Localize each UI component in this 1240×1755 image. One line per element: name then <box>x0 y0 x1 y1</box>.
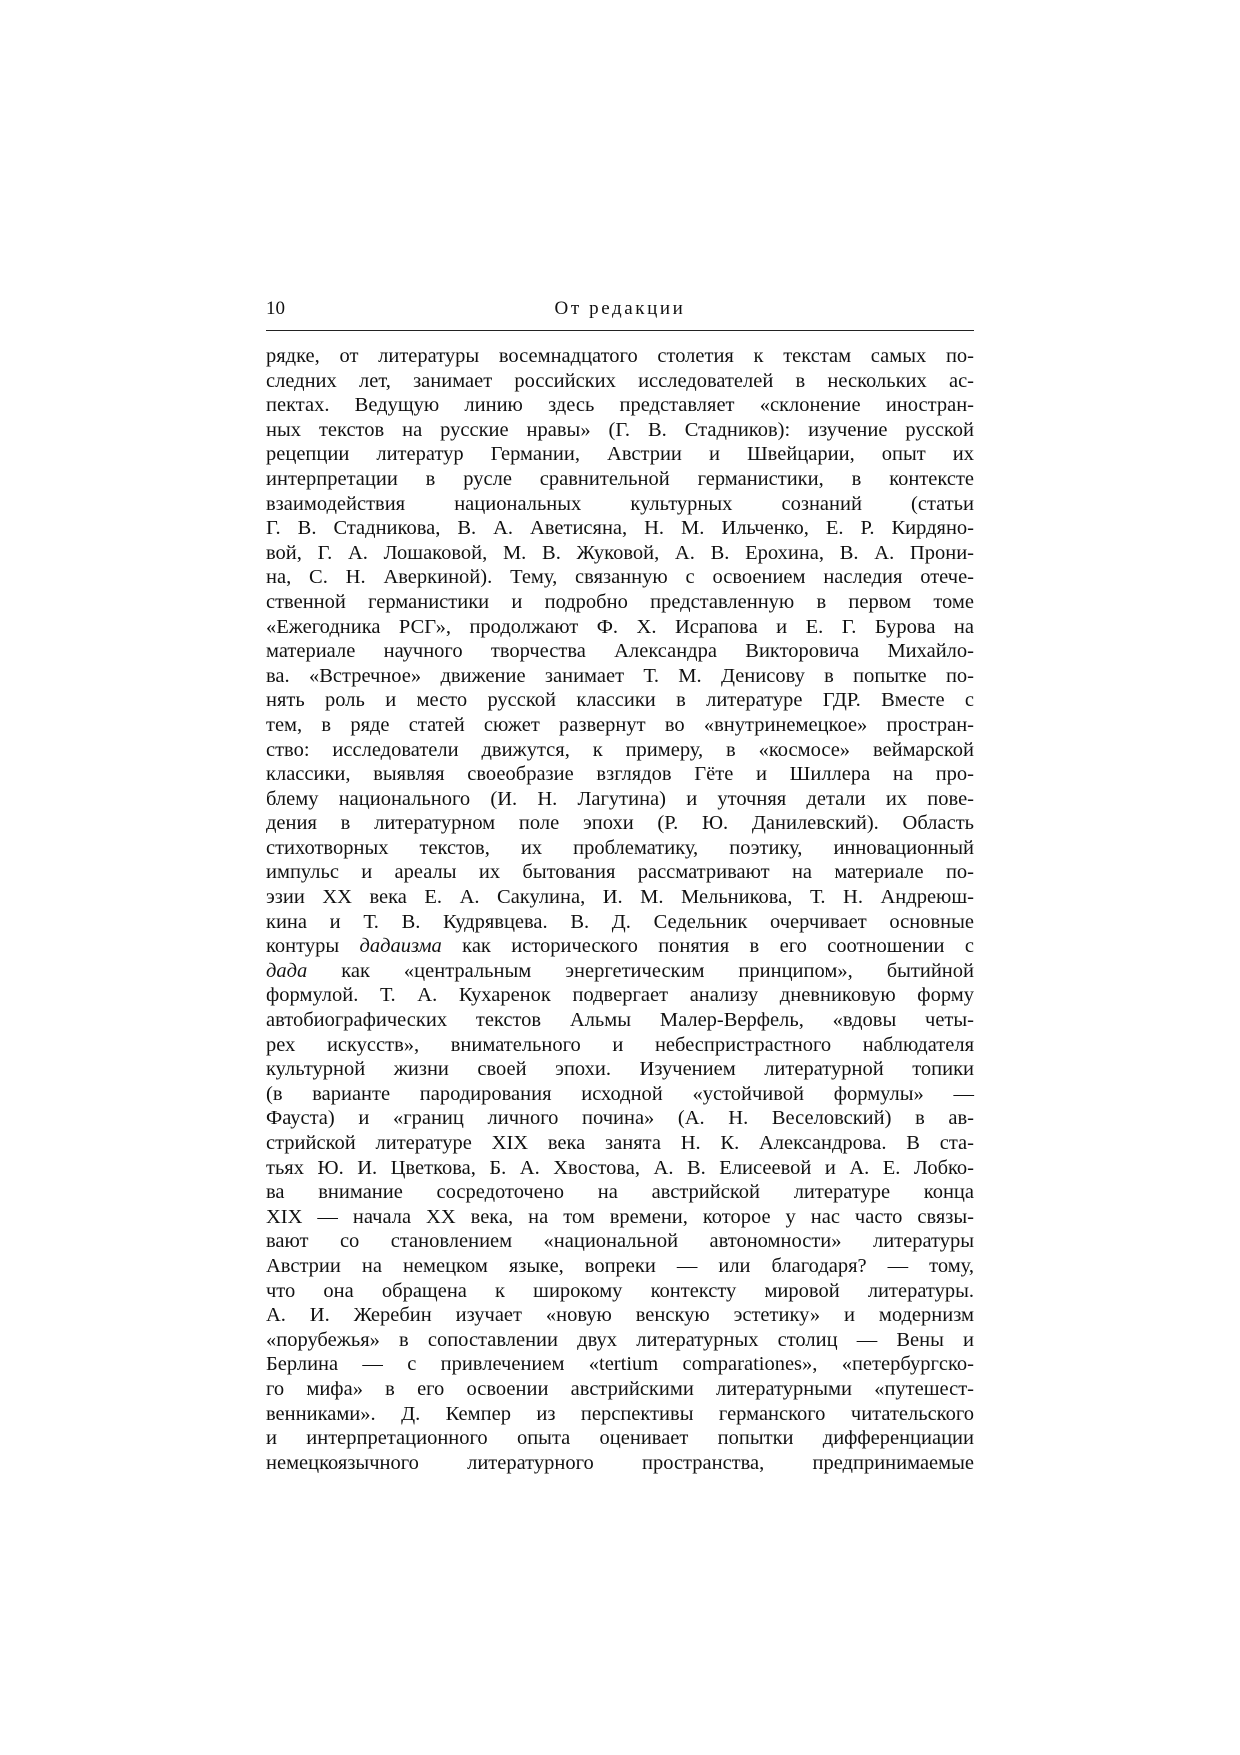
text-line <box>266 344 974 369</box>
text-line <box>266 492 974 517</box>
text-line <box>266 1008 974 1033</box>
text-segment: как «центральным энергетическим принципом», бытийной <box>307 959 974 982</box>
text-segment: рех искусств», внимательного и небеспристрастного наблюдателя <box>266 1033 974 1056</box>
text-segment: блему национального (И. Н. Лагутина) и уточняя детали их пове- <box>266 787 974 810</box>
text-line <box>266 811 974 836</box>
text-line <box>266 910 974 935</box>
text-line <box>266 590 974 615</box>
text-line <box>266 1180 974 1205</box>
text-line <box>266 1451 974 1476</box>
text-segment: ва. «Встречное» движение занимает Т. М. Денисову в попытке по- <box>266 664 974 687</box>
text-line <box>266 1352 974 1377</box>
text-segment: ство: исследователи движутся, к примеру, в «космосе» веймарской <box>266 738 974 761</box>
running-head <box>266 296 974 331</box>
text-line <box>266 787 974 812</box>
text-segment: стрийской литературе XIX века занята Н. К. Александрова. В ста- <box>266 1132 974 1154</box>
text-line <box>266 983 974 1008</box>
text-segment: рядке, от литературы восемнадцатого столетия к текстам самых по- <box>266 345 974 367</box>
text-segment: го мифа» в его освоении австрийскими литературными «путешест- <box>266 1377 974 1400</box>
text-segment: как исторического понятия в его соотношении с <box>441 935 974 958</box>
text-segment: Г. В. Стадникова, В. А. Аветисяна, Н. М. Ильченко, Е. Р. Кирдяно- <box>266 517 974 540</box>
text-line <box>266 1279 974 1304</box>
text-segment: ственной германистики и подробно представленную в первом томе <box>266 590 974 613</box>
text-segment: ва внимание сосредоточено на австрийской литературе конца <box>266 1181 974 1204</box>
text-segment: интерпретации в русле сравнительной германистики, в контексте <box>266 467 974 490</box>
italic-term: дада <box>266 959 308 982</box>
text-segment: Берлина — с привлечением «tertium comparationes», «петербургско- <box>266 1353 974 1376</box>
text-segment: Австрии на немецком языке, вопреки — или благодаря? — тому, <box>266 1254 974 1277</box>
text-line <box>266 860 974 885</box>
text-line <box>266 369 974 394</box>
text-line <box>266 1328 974 1353</box>
text-segment: взаимодействия национальных культурных сознаний (статьи <box>266 492 974 515</box>
text-segment: венниками». Д. Кемпер из перспективы германского читательского <box>266 1402 974 1425</box>
text-line <box>266 1205 974 1230</box>
text-segment: А. И. Жеребин изучает «новую венскую эстетику» и модернизм <box>266 1304 974 1327</box>
page-number: 10 <box>266 298 285 319</box>
text-line <box>266 1082 974 1107</box>
text-segment: контуры <box>266 935 360 958</box>
text-line <box>266 762 974 787</box>
text-segment: вой, Г. А. Лошаковой, М. В. Жуковой, А. В. Ерохина, В. А. Прони- <box>266 541 974 564</box>
text-segment: эзии XX века Е. А. Сакулина, И. М. Мельникова, Т. Н. Андреюш- <box>266 886 974 909</box>
text-segment: Фауста) и «границ личного почина» (А. Н. Веселовский) в ав- <box>266 1107 974 1130</box>
text-line <box>266 934 974 959</box>
text-segment: классики, выявляя своеобразие взглядов Гёте и Шиллера на про- <box>266 763 974 786</box>
text-segment: кина и Т. В. Кудрявцева. В. Д. Седельник очерчивает основные <box>266 910 974 933</box>
text-line <box>266 885 974 910</box>
text-line <box>266 516 974 541</box>
text-line <box>266 442 974 467</box>
text-line <box>266 1057 974 1082</box>
body-paragraph <box>266 344 974 1475</box>
text-segment: немецкоязычного литературного пространства, предпринимаемые <box>266 1451 974 1474</box>
text-segment: формулой. Т. А. Кухаренок подвергает анализу дневниковую форму <box>266 984 974 1007</box>
text-line <box>266 836 974 861</box>
text-segment: «Ежегодника РСГ», продолжают Ф. Х. Исрапова и Е. Г. Бурова на <box>266 615 974 638</box>
text-segment: что она обращена к широкому контексту мировой литературы. <box>266 1279 974 1302</box>
text-line <box>266 1106 974 1131</box>
text-line <box>266 541 974 566</box>
text-segment: дения в литературном поле эпохи (Р. Ю. Данилевский). Область <box>266 812 974 835</box>
text-line <box>266 418 974 443</box>
text-segment: XIX — начала XX века, на том времени, которое у нас часто связы- <box>266 1205 974 1228</box>
text-line <box>266 639 974 664</box>
section-title: От редакции <box>554 298 686 319</box>
text-segment: (в варианте пародирования исходной «устойчивой формулы» — <box>266 1082 974 1105</box>
text-line <box>266 1426 974 1451</box>
text-line <box>266 393 974 418</box>
text-segment: тем, в ряде статей сюжет развернут во «внутринемецкое» простран- <box>266 713 974 736</box>
text-segment: культурной жизни своей эпохи. Изучением литературной топики <box>266 1058 974 1081</box>
text-line <box>266 738 974 763</box>
text-segment: на, С. Н. Аверкиной). Тему, связанную с освоением наследия отече- <box>266 566 974 589</box>
text-line <box>266 565 974 590</box>
text-line <box>266 959 974 984</box>
text-segment: вают со становлением «национальной автономности» литературы <box>266 1230 974 1253</box>
text-line <box>266 1402 974 1427</box>
text-segment: следних лет, занимает российских исследователей в нескольких ас- <box>266 369 974 392</box>
text-line <box>266 1033 974 1058</box>
text-line <box>266 1303 974 1328</box>
text-line <box>266 1254 974 1279</box>
text-segment: нять роль и место русской классики в литературе ГДР. Вместе с <box>266 689 974 712</box>
text-line <box>266 664 974 689</box>
text-line <box>266 1156 974 1181</box>
text-segment: рецепции литератур Германии, Австрии и Швейцарии, опыт их <box>266 443 974 466</box>
text-line <box>266 1131 974 1156</box>
text-line <box>266 688 974 713</box>
text-segment: пектах. Ведущую линию здесь представляет «склонение иностран- <box>266 394 974 417</box>
text-line <box>266 713 974 738</box>
text-segment: и интерпретационного опыта оценивает попытки дифференциации <box>266 1427 974 1450</box>
text-line <box>266 1377 974 1402</box>
text-segment: стихотворных текстов, их проблематику, поэтику, инновационный <box>266 836 974 859</box>
text-line <box>266 1229 974 1254</box>
text-segment: автобиографических текстов Альмы Малер-Верфель, «вдовы четы- <box>266 1009 974 1032</box>
text-line <box>266 615 974 640</box>
text-segment: «порубежья» в сопоставлении двух литературных столиц — Вены и <box>266 1328 974 1351</box>
italic-term: дадаизма <box>359 935 442 958</box>
text-segment: тьях Ю. И. Цветкова, Б. А. Хвостова, А. В. Елисеевой и А. Е. Лобко- <box>266 1156 974 1179</box>
text-segment: ных текстов на русские нравы» (Г. В. Стадников): изучение русской <box>266 418 974 441</box>
text-line <box>266 467 974 492</box>
text-segment: материале научного творчества Александра Викторовича Михайло- <box>266 640 974 663</box>
text-segment: импульс и ареалы их бытования рассматривают на материале по- <box>266 861 974 884</box>
